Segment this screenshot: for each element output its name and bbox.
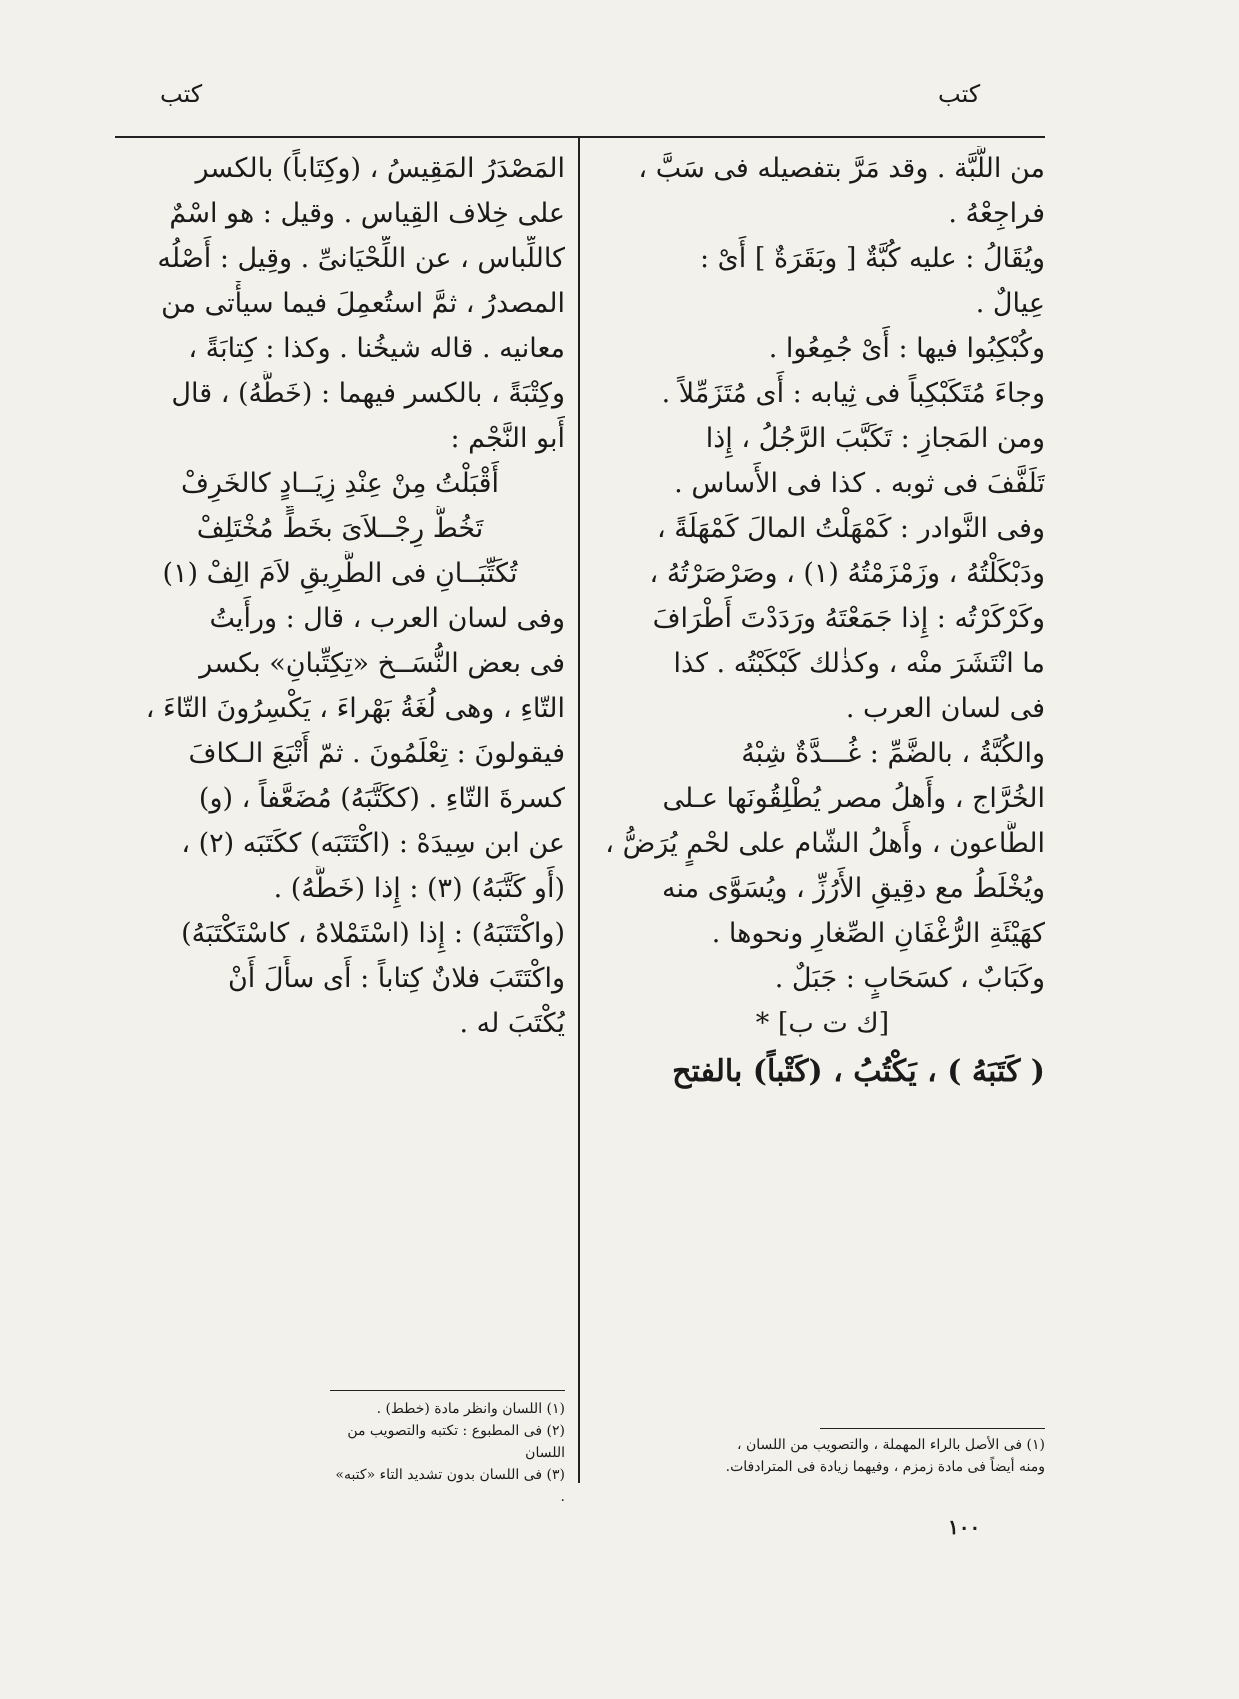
- footnote-rule-right: [820, 1428, 1045, 1429]
- footnote: (٣) فى اللسان بدون تشديد التاء «كتبه» .: [335, 1467, 565, 1505]
- footnotes-left: [330, 1398, 565, 1508]
- poem-verse: تَخُطُّ رِجْــلاَىَ بخَطٍّ مُخْتَلِفْ: [196, 513, 484, 544]
- text-line: (أَو كَتَّبَهُ) (٣) : إِذا (خَطَّهُ) .: [273, 873, 565, 904]
- section-heading: [ك ت ب] *: [755, 1008, 890, 1039]
- text-line: ويُخْلَطُ مع دقِيقِ الأَرُزِّ ، ويُسَوَّى منه: [662, 873, 1045, 904]
- text-line: عِيالٌ .: [975, 288, 1045, 319]
- right-column: [600, 146, 1045, 1098]
- text-line: ما انْتَشَرَ منْه ، وكذٰلك كَبْكَبْتُه . كذا: [673, 648, 1045, 679]
- text-line: كاللِّباس ، عن اللِّحْيَانىِّ . وقِيل : أَصْلُه: [157, 243, 565, 274]
- text-line: التّاءِ ، وهى لُغَةُ بَهْراءَ ، يَكْسِرُونَ التّاءَ ،: [145, 693, 565, 724]
- text-line: يُكْتَبَ له .: [459, 1008, 565, 1039]
- running-header-left: كتب: [160, 80, 203, 108]
- text-line: وكِتْبَةً ، بالكسر فيهما : (خَطَّهُ) ، قال: [171, 378, 565, 409]
- text-line: المصدرُ ، ثمَّ استُعمِلَ فيما سيأْتى من: [161, 288, 565, 319]
- text-line: كهَيْئَةِ الرُّغْفَانِ الصِّغارِ ونحوها .: [711, 918, 1045, 949]
- page-number: ١٠٠: [948, 1515, 981, 1539]
- poem-verse: أَقْبَلْتُ مِنْ عِنْدِ زِيَــادٍ كالخَرِفْ: [180, 468, 500, 499]
- text-line: كسرةَ التّاءِ . (ككَتَّبَهُ) مُضَعَّفاً ، (و): [198, 783, 565, 814]
- text-line: وكُبْكِبُوا فيها : أَىْ جُمِعُوا .: [768, 333, 1045, 364]
- text-line: عن ابن سِيدَهْ : (اكْتَتَبَه) ككَتَبَه (٢) ،: [181, 828, 565, 859]
- text-line: وفى النَّوادر : كَمْهَلْتُ المالَ كَمْهَلَةً ،: [656, 513, 1045, 544]
- text-line: معانيه . قاله شيخُنا . وكذا : كِتابَةً ،: [188, 333, 565, 364]
- text-line: واكْتَتَبَ فلانٌ كِتاباً : أَى سأَلَ أَنْ: [227, 963, 565, 994]
- text-line: وفى لسان العرب ، قال : ورأَيتُ: [209, 603, 565, 634]
- text-line: على خِلاف القِياس . وقيل : هو اسْمٌ: [169, 198, 565, 229]
- poem-verse: تُكَتِّبَــانِ فى الطَّرِيقِ لاَمَ الِفْ (١): [162, 558, 518, 589]
- footnote: (١) فى الأصل بالراء المهملة ، والتصويب من اللسان ،: [737, 1437, 1045, 1453]
- text-line: الطَّاعون ، وأَهلُ الشّام على لحْمٍ يُرَضُّ ،: [605, 828, 1045, 859]
- text-line: المَصْدَرُ المَقِيسُ ، (وكِتَاباً) بالكسر: [195, 153, 565, 184]
- text-line: فى لسان العرب .: [845, 693, 1045, 724]
- left-column: [115, 146, 565, 1046]
- text-line: وجاءَ مُتَكَبْكِباً فى ثِيابه : أَى مُتَزَمِّلاً .: [661, 378, 1045, 409]
- footnote: (٢) فى المطبوع : تكتبه والتصويب من اللسان: [347, 1423, 565, 1461]
- footnote: ومنه أيضاً فى مادة زمزم ، وفيهما زيادة فى المترادفات.: [725, 1459, 1045, 1475]
- footnotes-right: [600, 1434, 1045, 1478]
- column-divider: [578, 138, 580, 1483]
- text-line: وكَبَابٌ ، كسَحَابٍ : جَبَلٌ .: [774, 963, 1045, 994]
- footnote: (١) اللسان وانظر مادة (خطط) .: [376, 1401, 565, 1417]
- text-line: فيقولونَ : تِعْلَمُونَ . ثمّ أَتْبَعَ الـكافَ: [188, 738, 565, 769]
- text-line: فراجِعْهُ .: [948, 198, 1045, 229]
- text-line: أَبو النَّجْم :: [450, 423, 565, 454]
- text-line: (واكْتَتَبَهُ) : إِذا (اسْتَمْلاهُ ، كاسْتَكْتَبَهُ): [181, 918, 565, 949]
- text-line: ويُقَالُ : عليه كُبَّةٌ [ وبَقَرَةٌ ] أَىْ :: [699, 243, 1045, 274]
- header-rule: [115, 136, 1045, 138]
- text-line: ومن المَجازِ : تَكَبَّبَ الرَّجُلُ ، إِذا: [705, 423, 1045, 454]
- running-header-right: كتب: [938, 80, 981, 108]
- text-line: فى بعض النُّسَــخ «تِكِتِّبانِ» بكسر: [199, 648, 565, 679]
- text-line: وكَرْكَرْتُه : إِذا جَمَعْتَهُ ورَدَدْتَ أَطْرَافَ: [652, 603, 1045, 634]
- text-line: والكُبَّةُ ، بالضَّمِّ : غُـــدَّةٌ شِبْهُ: [741, 738, 1045, 769]
- text-line: الخُرَّاج ، وأَهلُ مصر يُطْلِقُونَها عـلى: [662, 783, 1045, 814]
- footnote-rule-left: [330, 1390, 565, 1391]
- text-line: تَلَفَّفَ فى ثوبه . كذا فى الأَساس .: [674, 468, 1045, 499]
- entry-headword: ( كَتَبَهُ ) ، يَكْتُبُ ، (كَتْباً) بالفتح: [672, 1054, 1045, 1089]
- text-line: من اللَّبَّة . وقد مَرَّ بتفصيله فى سَبَّ ،: [638, 153, 1045, 184]
- text-line: ودَبْكَلْتُهُ ، وزَمْزَمْتُهُ (١) ، وصَرْصَرْتُهُ ،: [649, 558, 1045, 589]
